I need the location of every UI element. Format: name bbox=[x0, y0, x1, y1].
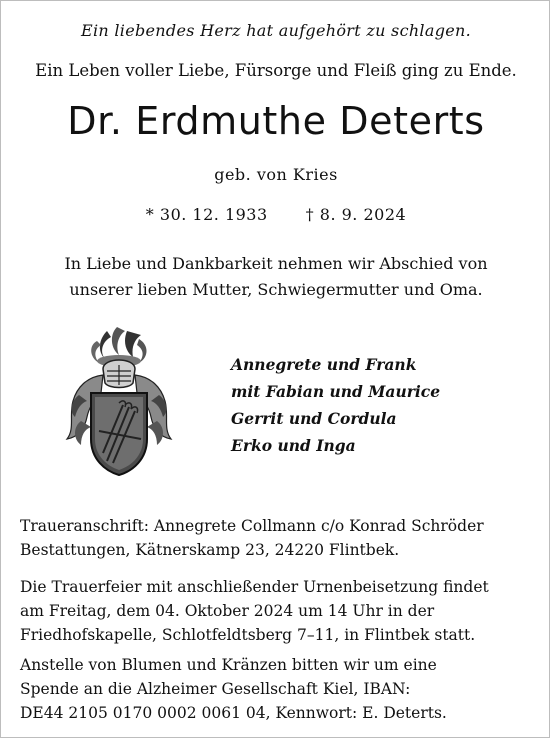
death-date: † 8. 9. 2024 bbox=[305, 205, 407, 224]
family-member-3: Gerrit und Cordula bbox=[231, 409, 397, 428]
donation-line-3: DE44 2105 0170 0002 0061 04, Kennwort: E. Deterts. bbox=[20, 704, 447, 722]
funeral-ceremony-info bbox=[20, 575, 535, 647]
family-list bbox=[231, 351, 440, 459]
life-dates bbox=[1, 205, 550, 224]
farewell-text bbox=[1, 251, 550, 303]
birth-date: * 30. 12. 1933 bbox=[145, 205, 268, 224]
born-name: geb. von Kries bbox=[214, 165, 338, 184]
farewell-line-1: In Liebe und Dankbarkeit nehmen wir Abschied von bbox=[64, 254, 488, 273]
ceremony-line-1: Die Trauerfeier mit anschließender Urnenbeisetzung findet bbox=[20, 578, 489, 596]
address-line-2: Bestattungen, Kätnerskamp 23, 24220 Flintbek. bbox=[20, 541, 400, 559]
family-member-2: mit Fabian und Maurice bbox=[231, 382, 441, 401]
intro-line-1: Ein liebendes Herz hat aufgehört zu schlagen. bbox=[81, 21, 471, 40]
address-line-1: Traueranschrift: Annegrete Collmann c/o Konrad Schröder bbox=[20, 517, 484, 535]
farewell-line-2: unserer lieben Mutter, Schwiegermutter und Oma. bbox=[69, 280, 483, 299]
ceremony-line-2: am Freitag, dem 04. Oktober 2024 um 14 Uhr in der bbox=[20, 602, 435, 620]
donation-request bbox=[20, 653, 535, 725]
family-member-4: Erko und Inga bbox=[231, 436, 356, 455]
donation-line-1: Anstelle von Blumen und Kränzen bitten wir um eine bbox=[20, 656, 437, 674]
donation-line-2: Spende an die Alzheimer Gesellschaft Kiel, IBAN: bbox=[20, 680, 411, 698]
coat-of-arms-icon bbox=[59, 321, 179, 479]
ceremony-line-3: Friedhofskapelle, Schlotfeldtsberg 7–11, in Flintbek statt. bbox=[20, 626, 476, 644]
deceased-name: Dr. Erdmuthe Deterts bbox=[67, 99, 485, 143]
mourning-address bbox=[20, 514, 535, 562]
intro-line-2: Ein Leben voller Liebe, Fürsorge und Fleiß ging zu Ende. bbox=[35, 61, 517, 80]
family-member-1: Annegrete und Frank bbox=[231, 355, 417, 374]
